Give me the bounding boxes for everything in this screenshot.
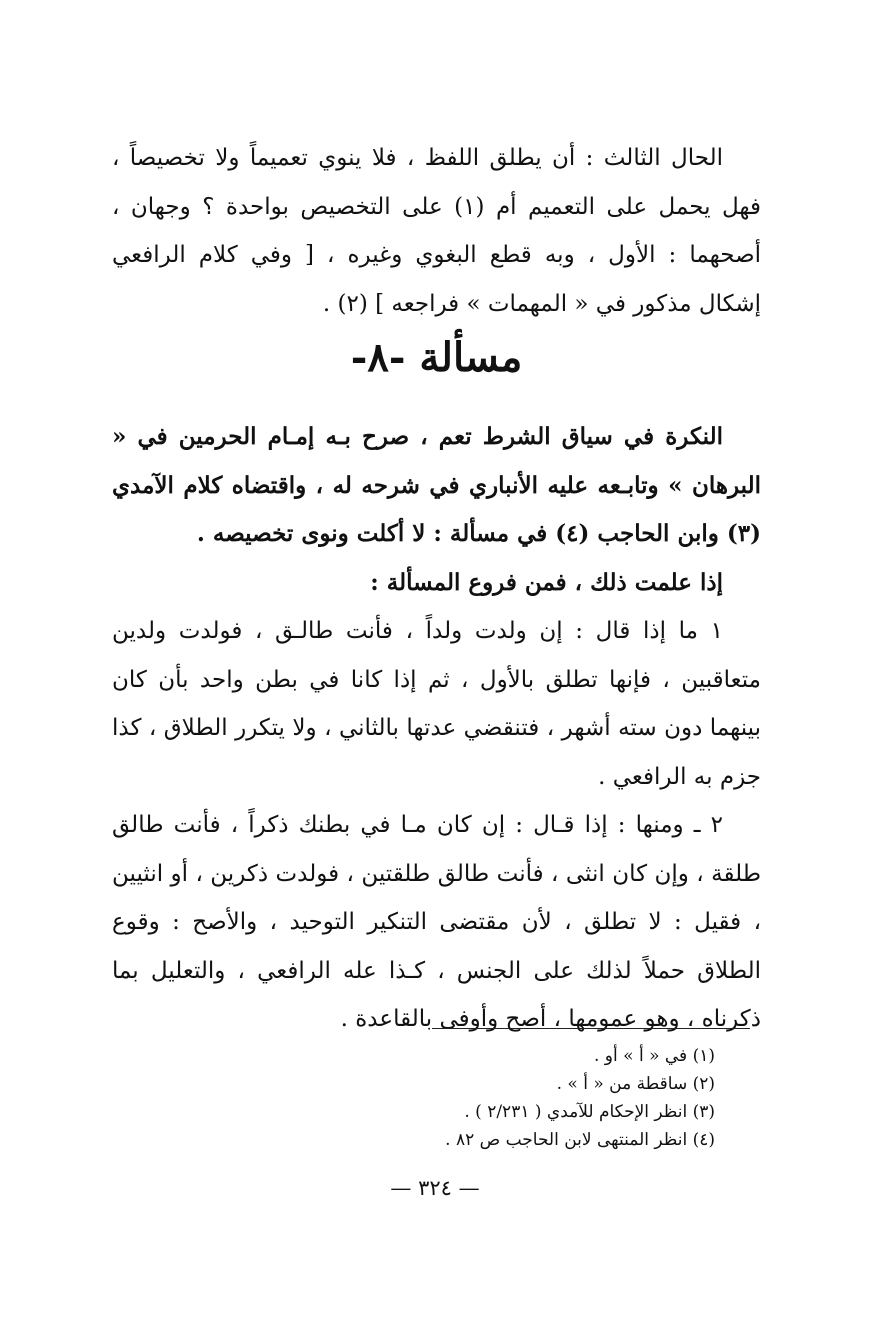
footnote-3: (٣) انظر الإحكام للآمدي ( ٢/٢٣١ ) . [464,1102,715,1122]
footnote-4: (٤) انظر المنتهى لابن الحاجب ص ٨٢ . [445,1130,715,1150]
section-block [112,413,761,1044]
section-heading: مسألة -٨- [350,334,523,381]
page-number: — ٣٢٤ — [390,1176,480,1200]
footnote-2: (٢) ساقطة من « أ » . [556,1074,715,1094]
paragraph-rule: النكرة في سياق الشرط تعم ، صرح بـه إمـام الحرمين في « البرهان » وتابـعه عليه الأنباري في شرحه له ، واقتضاه كلام الآمدي (٣) وابن الحاجب (٤) في مسألة : لا أكلت ونوى تخصيصه . [112,423,761,547]
footnote-1: (١) في « أ » أو . [594,1046,715,1066]
list-item-1: ١ ما إذا قال : إن ولدت ولداً ، فأنت طالـق ، فولدت ولدين متعاقبين ، فإنها تطلق بالأول ، ثم إذا كانا في بطن واحد بأن كان بينهما دون سته أشهر ، فتنقضي عدتها بالثاني ، ولا يتكرر الطلاق ، كذا جزم به الرافعي . [112,618,761,790]
footnotes [195,1042,715,1154]
footnote-divider [432,1028,750,1029]
list-item-2: ٢ ـ ومنها : إذا قـال : إن كان مـا في بطنك ذكراً ، فأنت طالق طلقة ، وإن كان انثى ، فأنت طالق طلقتين ، فولدت ذكرين ، أو انثيين ، فقيل : لا تطلق ، لأن مقتضى التنكير التوحيد ، والأصح : وقوع الطلاق حملاً لذلك على الجنس ، كـذا عله الرافعي ، والتعليل بما ذكرناه ، وهو عمومها ، أصح وأوفى بالقاعدة . [112,812,761,1032]
intro-block [112,134,761,328]
paragraph-branches-intro: إذا علمت ذلك ، فمن فروع المسألة : [370,568,723,596]
intro-paragraph: الحال الثالث : أن يطلق اللفظ ، فلا ينوي تعميماً ولا تخصيصاً ، فهل يحمل على التعميم أم (١) على التخصيص بواحدة ؟ وجهان ، أصحهما : الأول ، وبه قطع البغوي وغيره ، [ وفي كلام الرافعي إشكال مذكور في « المهمات » فراجعه ] (٢) . [112,145,761,317]
